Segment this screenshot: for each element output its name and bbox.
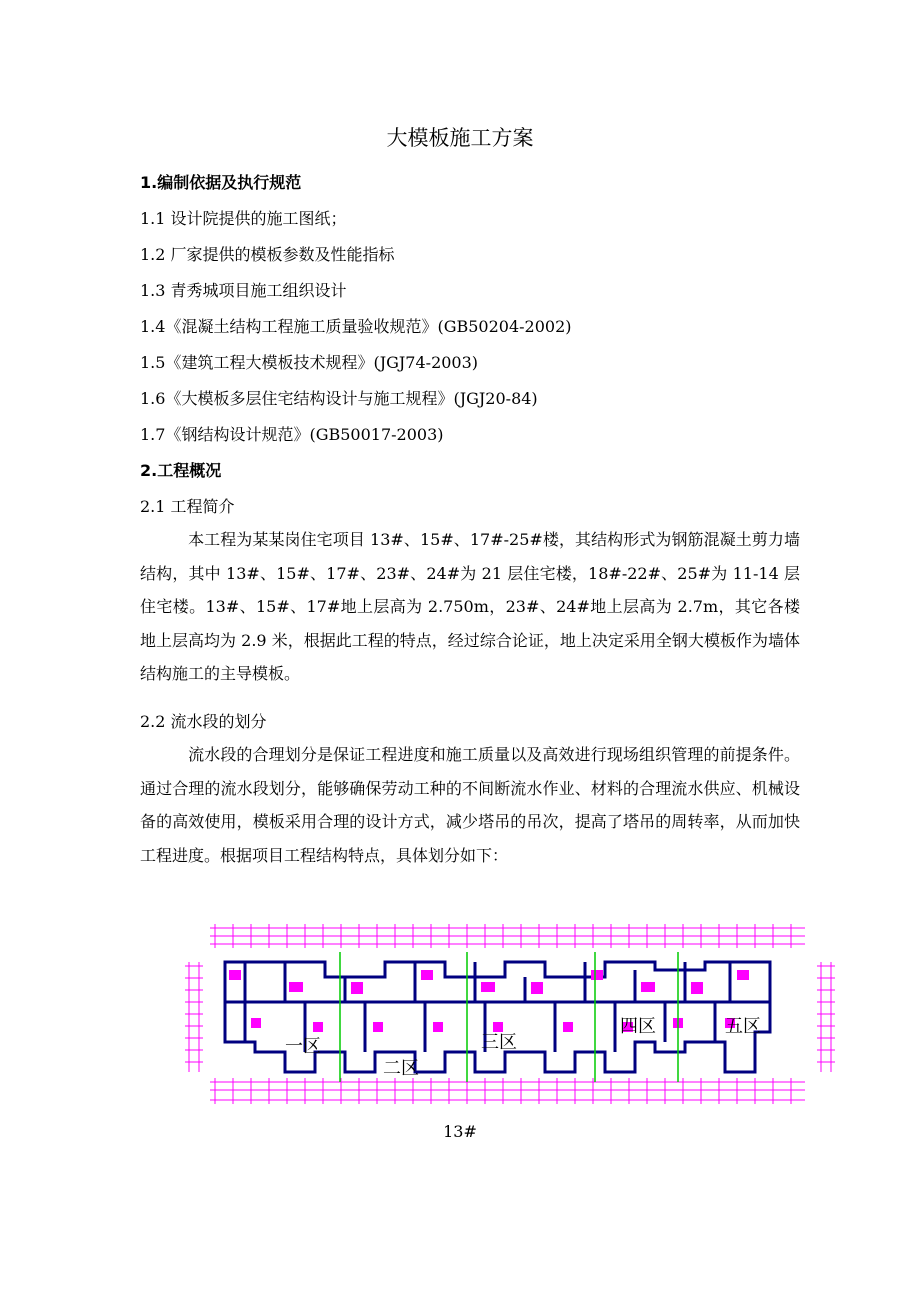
- section-1-heading: 1.编制依据及执行规范: [140, 173, 302, 192]
- zone-label-5: 五区: [725, 1016, 761, 1037]
- section-2-2-heading: 2.2 流水段的划分: [140, 712, 267, 731]
- document-title: 大模板施工方案: [386, 126, 534, 150]
- spec-item-1-1: 1.1 设计院提供的施工图纸；: [140, 209, 347, 228]
- section-2-1-heading: 2.1 工程简介: [140, 497, 235, 516]
- spec-item-1-2: 1.2 厂家提供的模板参数及性能指标: [140, 245, 395, 264]
- section-2-1-text: 本工程为某某岗住宅项目 13#、15#、17#-25#楼，其结构形式为钢筋混凝土剪力墙结构，其中 13#、15#、17#、23#、24#为 21 层住宅楼，18#-22#、25#为 11-14 层住宅楼。13#、15#、17#地上层高为 2.750m，23#、24#地上层高为 2.7m，其它各楼地上层高均为 2.9 米，根据此工程的特点，经过综合论证，地上决定采用全钢大模板作为墙体结构施工的主导模板。: [140, 530, 800, 684]
- zone-label-2: 二区: [383, 1058, 419, 1079]
- section-2-1-body: [140, 523, 800, 691]
- spec-item-1-4: 1.4《混凝土结构工程施工质量验收规范》(GB50204-2002): [140, 317, 572, 336]
- floor-plan-figure: [185, 922, 835, 1112]
- section-2-heading: 2.工程概况: [140, 461, 222, 480]
- figure-caption: 13#: [443, 1122, 477, 1141]
- spec-item-1-3: 1.3 青秀城项目施工组织设计: [140, 281, 347, 300]
- zone-label-3: 三区: [481, 1032, 517, 1053]
- section-2-2-text: 流水段的合理划分是保证工程进度和施工质量以及高效进行现场组织管理的前提条件。通过合理的流水段划分，能够确保劳动工种的不间断流水作业、材料的合理流水供应、机械设备的高效使用，模板采用合理的设计方式，减少塔吊的吊次，提高了塔吊的周转率，从而加快工程进度。根据项目工程结构特点，具体划分如下：: [140, 745, 800, 865]
- spec-item-1-6: 1.6《大模板多层住宅结构设计与施工规程》(JGJ20-84): [140, 389, 538, 408]
- zone-label-4: 四区: [620, 1016, 656, 1037]
- section-2-2-body: [140, 738, 800, 872]
- zone-label-1: 一区: [285, 1036, 321, 1057]
- spec-item-1-5: 1.5《建筑工程大模板技术规程》(JGJ74-2003): [140, 353, 479, 372]
- spec-item-1-7: 1.7《钢结构设计规范》(GB50017-2003): [140, 425, 444, 444]
